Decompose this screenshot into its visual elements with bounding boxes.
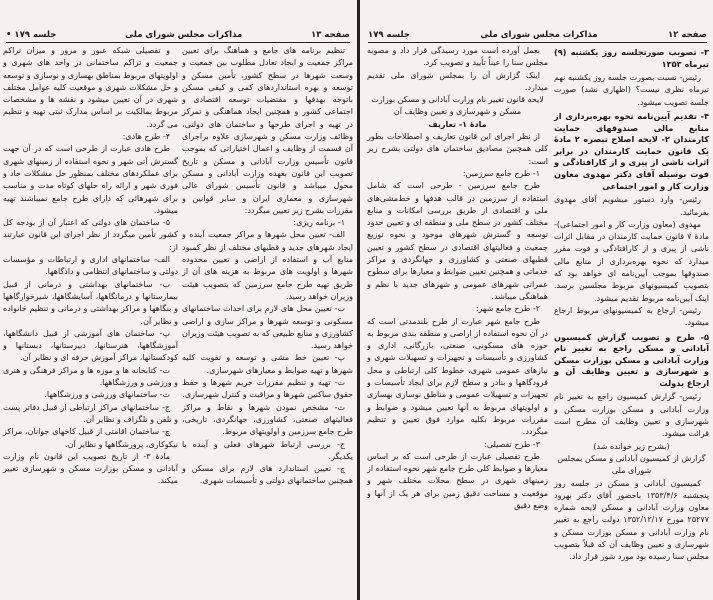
paragraph: پ- ساختمان های آموزشی از قبیل دانشگاهها، آموزشگاهها، هنرستانها، دبیرستانها، دبستانها و کودکستانها، مراکز آموزش حرفه ای و نظایر آن. bbox=[3, 328, 178, 363]
page-number: صفحه ۱۳ bbox=[311, 30, 350, 40]
section-heading: ۵- طرح و تصویب گزارش کمیسیون آبادانی و مسکن راجع به تغییر نام وزارت آبادانی و مسکن بوزارت مسکن و شهرسازی و تعیین وظایف آن و ارجاع بدولت bbox=[554, 331, 709, 388]
paragraph: ۲- طرح جامع شهر: bbox=[475, 304, 540, 314]
paragraph: طرح جامع سرزمین - طرحی است که شامل استفاده از سرزمین در قالب هدفها و خط‌مشی‌های ملی و اقتصادی از طریق بررسی امکانات و منابع مختلف کشور در سطح ملی و منطقه ای و تعیین حدود توسعه و گسترش شهرهای موجود و نحوه توزیع جمعیت و فعالیتهای اقتصادی در سطح کشور و تعیین قطبهای صنعتی و کشاورزی و جهانگردی و مراکز خدماتی و همچنین تعیین ضوابط و معیارها برای سطوح عمرانی شهرهای عمومی و شهرهای جدید با نظم و هماهنگی میباشد. bbox=[367, 181, 548, 301]
paragraph: ث- مشخص نمودن شهرها و نقاط و مراکز فعالیتهای صنعتی، کشاورزی، جهانگردی، تاریخی، طرح جامع سرزمین و اولویتهای مربوط. bbox=[182, 402, 353, 437]
paragraph: مهدوی (معاون وزارت کار و امور اجتماعی)- مادهٔ ۷ قانون حمایت کارمندان در مقابل اثرات ناشی از پیری و از کارافتادگی و فوت مقرر میدارد که نحوه بهره‌برداری از منابع مالی صندوقها بموجب آیین‌نامه ای خواهد بود که بتصویب کمیسیونهای مربوط مجلسین برسد. اینک آیین‌نامه مربوط تقدیم میشود. bbox=[554, 219, 709, 303]
page-divider bbox=[357, 0, 360, 600]
paragraph: ت- تهیه و تنظیم مقررات حریم شهرها و حفظ حقوق ساکنین شهرها و مراقبت و کنترل شهرسازی. bbox=[182, 378, 353, 400]
paragraph: کمیسیون آبادانی و مسکن در جلسه روز پنجشنبه ۱۳۵۳/۴/۶ باحضور آقای دکتر بهرود معاون وزارت آبادانی و مسکن لایحه شماره ۲۵۲۷۷ مورخ ۱۳۵۲/۱۲/۱۷ دولت راجع به تغییر نام وزارت آبادانی و مسکن بوزارت مسکن و شهرسازی و تعیین وظایف آن که قبلاً بتصویب مجلس سنا رسیده بود مورد شور قرار داد. bbox=[554, 478, 709, 562]
paragraph: ۱- طرح جامع سرزمین: bbox=[462, 168, 540, 178]
paragraph: الف- تعیین محل شهرها و مراکز جمعیت آینده و ایجاد شهرهای جدید و قطبهای مختلف از نظر کمبود منابع آب و استفاده از اراضی و تعیین محدوده شهرها و اولویت های مربوط به هزینه های آن از طریق تهیه طرح جامع سرزمین که بتصویب هیئت وزیران خواهد رسید. bbox=[182, 230, 353, 301]
paragraph: و تفصیلی شبکه عبور و مرور و میزان تراکم جمعیت و تراکم ساختمانی در واحد های شهری و اولویتهای مربوط بمناطق بهسازی و نوسازی و توسعه و حل مشکلات شهری و موقعیت کلیه عوامل مختلف شهری در آن تعیین میشود و نقشه ها و مشخصات مربوط بمالکیت بر اساس مدارک ثبتی تهیه و تنظیم می گردد. bbox=[3, 46, 178, 129]
paragraph: پ- تعیین خط مشی و توسعه و تقویت کلیه شهرها و تهیه ضوابط و معیارهای شهرسازی. bbox=[182, 353, 353, 375]
session-number: جلسه ۱۷۹ bbox=[368, 30, 410, 40]
paragraph: مادهٔ ۳- از تاریخ تصویب این قانون نام وزارت آبادانی و مسکن بوزارت مسکن و شهرسازی تغییر میکند. bbox=[3, 451, 178, 486]
paragraph: ۵- ساختمان های دولتی که اعتبار آن از بودجه کل کشور تأمین میگردد از نظر اجرای این قانون عبارتند از: bbox=[3, 218, 178, 252]
paragraph: (بشرح زیر خوانده شد) bbox=[593, 441, 670, 451]
text-column bbox=[367, 45, 548, 512]
paragraph: چ- تعیین استاندارد های لازم برای مسکن و همچنین ساختمانهای دولتی و تأسیسات شهری. bbox=[182, 464, 353, 486]
paragraph: طرح هادی عبارت از طرحی است که در آن جهت گسترش آتی شهر و نحوه استفاده از زمینهای شهری برای عملکردهای مختلف بمنظور حل مشکلات حاد و فوری شهر و ارائه راه حلهای کوتاه مدت و مناسب برای شهرهائی که دارای طرح جامع نمیباشند تهیه میشود. bbox=[3, 144, 178, 215]
paragraph: ج- ساختمانهای مراکز ارتباطی از قبیل دفاتر پست و تلفن و تلگراف و نظایر آن. bbox=[3, 402, 178, 424]
paragraph: ۴- طرح هادی: bbox=[122, 132, 170, 142]
paragraph: لایحه قانون تغییر نام وزارت آبادانی و مسکن بوزارت مسکن و شهرسازی و تعیین وظایف آن bbox=[371, 95, 544, 117]
paragraph: اینک گزارش آن را بمجلس شورای ملی تقدیم میدارد. bbox=[367, 70, 548, 92]
right-page bbox=[362, 0, 713, 600]
paragraph: از نظر اجرای این قانون تعاریف و اصطلاحات بطور کلی همچنین مصادیق ساختمان های دولتی بشرح زیر است: bbox=[367, 132, 548, 166]
page-header bbox=[368, 26, 707, 43]
paragraph: رئیس- وارد دستور میشویم آقای مهدوی بفرمائید. bbox=[554, 195, 709, 217]
paragraph: رئیس- نسبت بصورت جلسه روز یکشنبه نهم تیرماه نظری نیست؟ (اظهاری نشد) صورت جلسه تصویب میشود. bbox=[554, 73, 709, 107]
paragraph: ۳- طرح تفصیلی: bbox=[484, 439, 540, 449]
section-heading: ۴- تقدیم آیین‌نامه نحوه بهره‌برداری از منابع مالی صندوقهای حمایت کارمندان ۲- لایحه اصلاح تبصره ۲ مادهٔ یک قانون حمایت کارمندان در برابر اثرات ناشی از پیری و از کارافتادگی و فوت بوسیله آقای دکتر مهدوی معاون وزارت کار و امور اجتماعی bbox=[554, 111, 709, 191]
paragraph: ب- تعیین محل های لازم برای احداث ساختمانهای مسکونی و توسعه شهرها و مراکز سازی و اراضی کشاورزی و منابع طبیعی که به تصویب هیئت وزیران خواهد رسید. bbox=[182, 304, 353, 351]
paragraph: ۱- برنامه ریزی: bbox=[293, 218, 345, 228]
left-page bbox=[0, 0, 356, 600]
page-header bbox=[6, 26, 350, 43]
text-column bbox=[554, 45, 709, 564]
paragraph: مادهٔ ۱- تعاریف bbox=[428, 119, 487, 129]
paragraph: الف- ساختمانهای اداری و ارتباطات و مؤسسات دولتی و ساختمانهای انتظامی و دادگاهها. bbox=[3, 255, 178, 277]
paragraph: ب- ساختمانهای بهداشتی و درمانی از قبیل بیمارستانها و درمانگاهها، آسایشگاهها، شیرخوارگاهها و بنگاهها و مراکز بهداشتی و درمانی و تنظیم خانواده و نظایر آن. bbox=[3, 279, 178, 326]
paragraph: ج- بررسی ارتباط شهرهای فعلی و آینده با یکدیگر. bbox=[182, 439, 353, 461]
page-number: صفحه ۱۲ bbox=[668, 30, 707, 40]
paragraph: رئیس- ارجاع به کمیسیونهای مربوط ارجاع میشود. bbox=[554, 305, 709, 328]
publication-title: مذاکرات مجلس شورای ملی bbox=[125, 30, 243, 40]
text-column bbox=[182, 45, 353, 488]
paragraph: طرح جامع شهر عبارت از طرح بلندمدتی است که در آن نحوه استفاده از اراضی و منطقه بندی مربوط به حوزه های مسکونی، صنعتی، بازرگانی، اداری و کشاورزی و تأسیسات و تجهیزات و تسهیلات شهری و نیازهای عمومی شهری، خطوط کلی ارتباطی و محل فرودگاهها و بنادر و سطح لازم برای ایجاد تأسیسات و تجهیزات و تسهیلات عمومی و مناطق نوسازی بهسازی و اولویتهای مربوط به آنها تعیین میشود و ضوابط و مقررات مربوط بکلیه موارد فوق تعیین و تنظیم میگردد. bbox=[367, 316, 548, 437]
paragraph: رئیس- گزارش کمیسیون راجع به تغییر نام وزارت آبادانی و مسکن بوزارت مسکن و شهرسازی و تعیین وظایف آن مطرح است قرائت میشود. bbox=[554, 392, 709, 439]
paragraph: تنظیم برنامه های جامع و هماهنگ برای تعیین مراکز جمعیت و ایجاد تعادل مطلوب بین جمعیت و وسعت شهرها در سطح کشور، تأمین مسکن و توسعه و بهره استانداردهای کمی و کیفی مسکن باتوجه بهدفها و مقتضیات توسعه اقتصادی و اجتماعی کشور و همچنین ایجاد هماهنگی و تمرکز در تهیه و اجرای طرحها و ساختمان های دولتی، وظائف وزارت مسکن و شهرسازی علاوه براجرای آن قسمت از وظایف و اعمال اختیاراتی که بموجب قانون تأسیس وزارت آبادانی و مسکن و تاریخ تصویب این قانون بعهده وزارت آبادانی و مسکن محول میباشد و قانون تأسیس شورای عالی شهرسازی و معماری ایران و سایر قوانین و مقررات بشرح زیر تعیین میگردد: bbox=[182, 46, 353, 215]
paragraph: ت- کتابخانه ها و موزه ها و مراکز فرهنگی و هنری و ورزشی و ورزشگاهها. bbox=[3, 365, 178, 388]
text-column bbox=[3, 45, 178, 488]
paragraph: ث- ساختمانهای ورزشی و ورزشگاهها. bbox=[44, 390, 170, 400]
paragraph: گزارش از کمیسیون آبادانی و مسکن بمجلس شورای ملی bbox=[557, 453, 706, 476]
section-heading: ۳- تصویب صورتجلسه روز یکشنبه (۹) تیرماه ۱۳۵۳ bbox=[554, 47, 709, 69]
session-number: جلسه ۱۷۹ • bbox=[6, 30, 57, 40]
publication-title: مذاکرات مجلس شورای ملی bbox=[480, 30, 598, 40]
paragraph: چ- ساختمان اقامتی از قبیل کاخهای جوانان، مراکز نیکوکاری، پرورشگاهها و نظایر آن. bbox=[3, 427, 178, 449]
paragraph: بعمل آورده است مورد رسیدگی قرار داد و مصوبه مجلس سنا را عیناً تأیید و تصویب کرد. bbox=[367, 46, 548, 68]
paragraph: طرح تفصیلی عبارت از طرحی است که بر اساس معیارها و ضوابط کلی طرح جامع شهر نحوه استفاده از زمینهای شهری در سطح محلات مختلف شهر و موقعیت و مساحت دقیق زمین برای هر یک از آنها و وضع دقیق bbox=[367, 451, 548, 510]
